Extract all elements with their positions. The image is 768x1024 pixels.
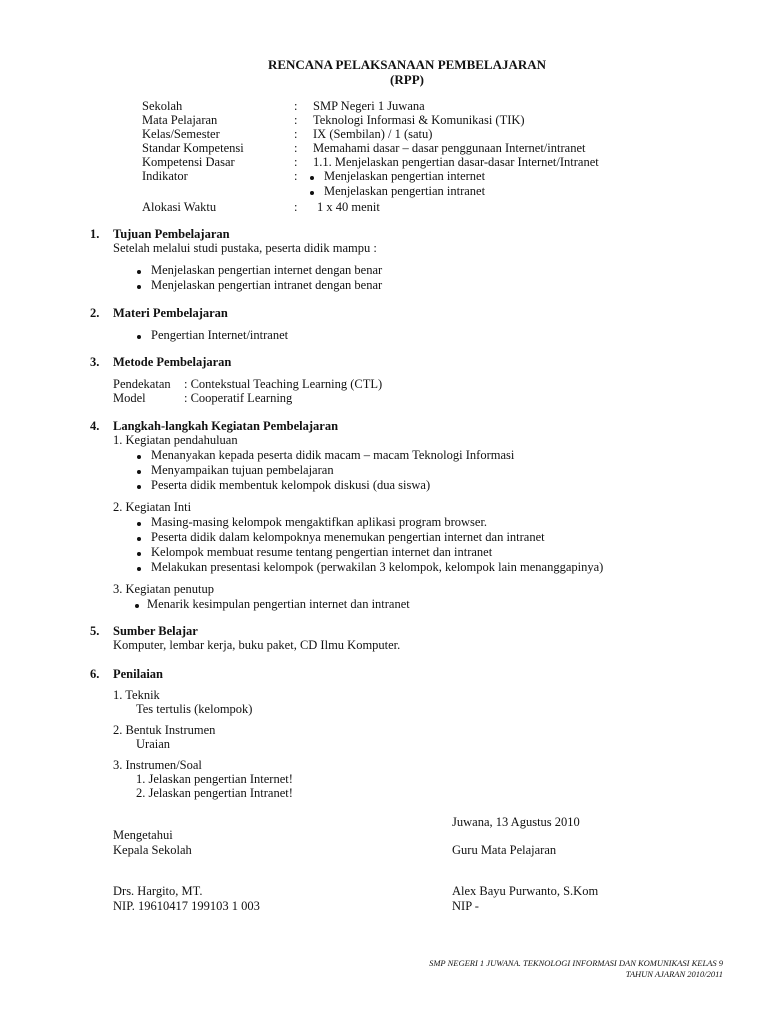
teacher-name: Alex Bayu Purwanto, S.Kom bbox=[452, 884, 599, 898]
teacher-role: Guru Mata Pelajaran bbox=[452, 843, 557, 857]
list-item: Peserta didik membentuk kelompok diskusi (dua siswa) bbox=[151, 478, 431, 492]
section-number: 2. bbox=[90, 306, 100, 320]
bullet-icon bbox=[137, 335, 141, 339]
technique-value: Tes tertulis (kelompok) bbox=[136, 702, 253, 716]
indicator-item: Menjelaskan pengertian internet bbox=[324, 169, 486, 183]
list-item: Pengertian Internet/intranet bbox=[151, 328, 289, 342]
section-heading: Materi Pembelajaran bbox=[113, 306, 228, 320]
bullet-icon bbox=[137, 567, 141, 571]
list-item: Melakukan presentasi kelompok (perwakilan 3 kelompok, kelompok lain menanggapinya) bbox=[151, 560, 604, 574]
section-heading: Penilaian bbox=[113, 667, 164, 681]
colon: : bbox=[294, 169, 298, 183]
place-date: Juwana, 13 Agustus 2010 bbox=[452, 815, 580, 829]
model-label: Model bbox=[113, 391, 146, 405]
class-value: IX (Sembilan) / 1 (satu) bbox=[313, 127, 433, 141]
section-heading: Metode Pembelajaran bbox=[113, 355, 232, 369]
time-value: 1 x 40 menit bbox=[317, 200, 380, 214]
bullet-icon bbox=[137, 455, 141, 459]
standard-value: Memahami dasar – dasar penggunaan Internet/intranet bbox=[313, 141, 586, 155]
section-heading: Tujuan Pembelajaran bbox=[113, 227, 230, 241]
list-item: Peserta didik dalam kelompoknya menemukan pengertian internet dan intranet bbox=[151, 530, 545, 544]
section-number: 3. bbox=[90, 355, 100, 369]
footer-line: SMP NEGERI 1 JUWANA. TEKNOLOGI INFORMASI DAN KOMUNIKASI KELAS 9 bbox=[429, 958, 723, 968]
class-label: Kelas/Semester bbox=[142, 127, 220, 141]
approach-label: Pendekatan bbox=[113, 377, 171, 391]
bullet-icon bbox=[310, 176, 314, 180]
phase-heading: 3. Kegiatan penutup bbox=[113, 582, 215, 596]
colon: : bbox=[294, 155, 298, 169]
colon: : bbox=[294, 113, 298, 127]
bullet-icon bbox=[135, 604, 139, 608]
section-number: 1. bbox=[90, 227, 100, 241]
approach-value: : Contekstual Teaching Learning (CTL) bbox=[184, 377, 383, 391]
bullet-icon bbox=[137, 552, 141, 556]
acknowledge-label: Mengetahui bbox=[113, 828, 173, 842]
principal-name: Drs. Hargito, MT. bbox=[113, 884, 203, 898]
colon: : bbox=[294, 99, 298, 113]
instrument-form-value: Uraian bbox=[136, 737, 171, 751]
phase-heading: 2. Kegiatan Inti bbox=[113, 500, 192, 514]
technique-label: 1. Teknik bbox=[113, 688, 160, 702]
section-heading: Sumber Belajar bbox=[113, 624, 198, 638]
basic-competence-label: Kompetensi Dasar bbox=[142, 155, 235, 169]
list-item: Menarik kesimpulan pengertian internet dan intranet bbox=[147, 597, 410, 611]
list-item: Menjelaskan pengertian internet dengan benar bbox=[151, 263, 383, 277]
document-title: RENCANA PELAKSANAAN PEMBELAJARAN bbox=[267, 57, 547, 72]
school-label: Sekolah bbox=[142, 99, 183, 113]
indicator-item: Menjelaskan pengertian intranet bbox=[324, 184, 486, 198]
section-heading: Langkah-langkah Kegiatan Pembelajaran bbox=[113, 419, 339, 433]
basic-competence-value: 1.1. Menjelaskan pengertian dasar-dasar Internet/Intranet bbox=[313, 155, 599, 169]
time-label: Alokasi Waktu bbox=[142, 200, 217, 214]
list-item: Menjelaskan pengertian intranet dengan benar bbox=[151, 278, 383, 292]
bullet-icon bbox=[137, 485, 141, 489]
bullet-icon bbox=[137, 470, 141, 474]
question-item: 1. Jelaskan pengertian Internet! bbox=[136, 772, 293, 786]
teacher-nip: NIP - bbox=[452, 899, 479, 913]
instrument-label: 3. Instrumen/Soal bbox=[113, 758, 202, 772]
list-item: Kelompok membuat resume tentang pengertian internet dan intranet bbox=[151, 545, 493, 559]
principal-role: Kepala Sekolah bbox=[113, 843, 192, 857]
footer-line: TAHUN AJARAN 2010/2011 bbox=[625, 969, 723, 979]
list-item: Menyampaikan tujuan pembelajaran bbox=[151, 463, 334, 477]
subject-value: Teknologi Informasi & Komunikasi (TIK) bbox=[313, 113, 525, 127]
instrument-form-label: 2. Bentuk Instrumen bbox=[113, 723, 216, 737]
list-item: Masing-masing kelompok mengaktifkan aplikasi program browser. bbox=[151, 515, 488, 529]
bullet-icon bbox=[310, 191, 314, 195]
section-intro: Setelah melalui studi pustaka, peserta didik mampu : bbox=[113, 241, 377, 255]
colon: : bbox=[294, 127, 298, 141]
section-number: 5. bbox=[90, 624, 100, 638]
colon: : bbox=[294, 200, 298, 214]
bullet-icon bbox=[137, 522, 141, 526]
colon: : bbox=[294, 141, 298, 155]
subject-label: Mata Pelajaran bbox=[142, 113, 218, 127]
standard-label: Standar Kompetensi bbox=[142, 141, 244, 155]
sources-text: Komputer, lembar kerja, buku paket, CD Ilmu Komputer. bbox=[113, 638, 401, 652]
bullet-icon bbox=[137, 285, 141, 289]
section-number: 4. bbox=[90, 419, 100, 433]
phase-heading: 1. Kegiatan pendahuluan bbox=[113, 433, 238, 447]
principal-nip: NIP. 19610417 199103 1 003 bbox=[113, 899, 260, 913]
model-value: : Cooperatif Learning bbox=[184, 391, 293, 405]
section-number: 6. bbox=[90, 667, 100, 681]
bullet-icon bbox=[137, 270, 141, 274]
indicator-label: Indikator bbox=[142, 169, 188, 183]
school-value: SMP Negeri 1 Juwana bbox=[313, 99, 425, 113]
list-item: Menanyakan kepada peserta didik macam – macam Teknologi Informasi bbox=[151, 448, 515, 462]
document-subtitle: (RPP) bbox=[390, 72, 424, 87]
bullet-icon bbox=[137, 537, 141, 541]
question-item: 2. Jelaskan pengertian Intranet! bbox=[136, 786, 293, 800]
